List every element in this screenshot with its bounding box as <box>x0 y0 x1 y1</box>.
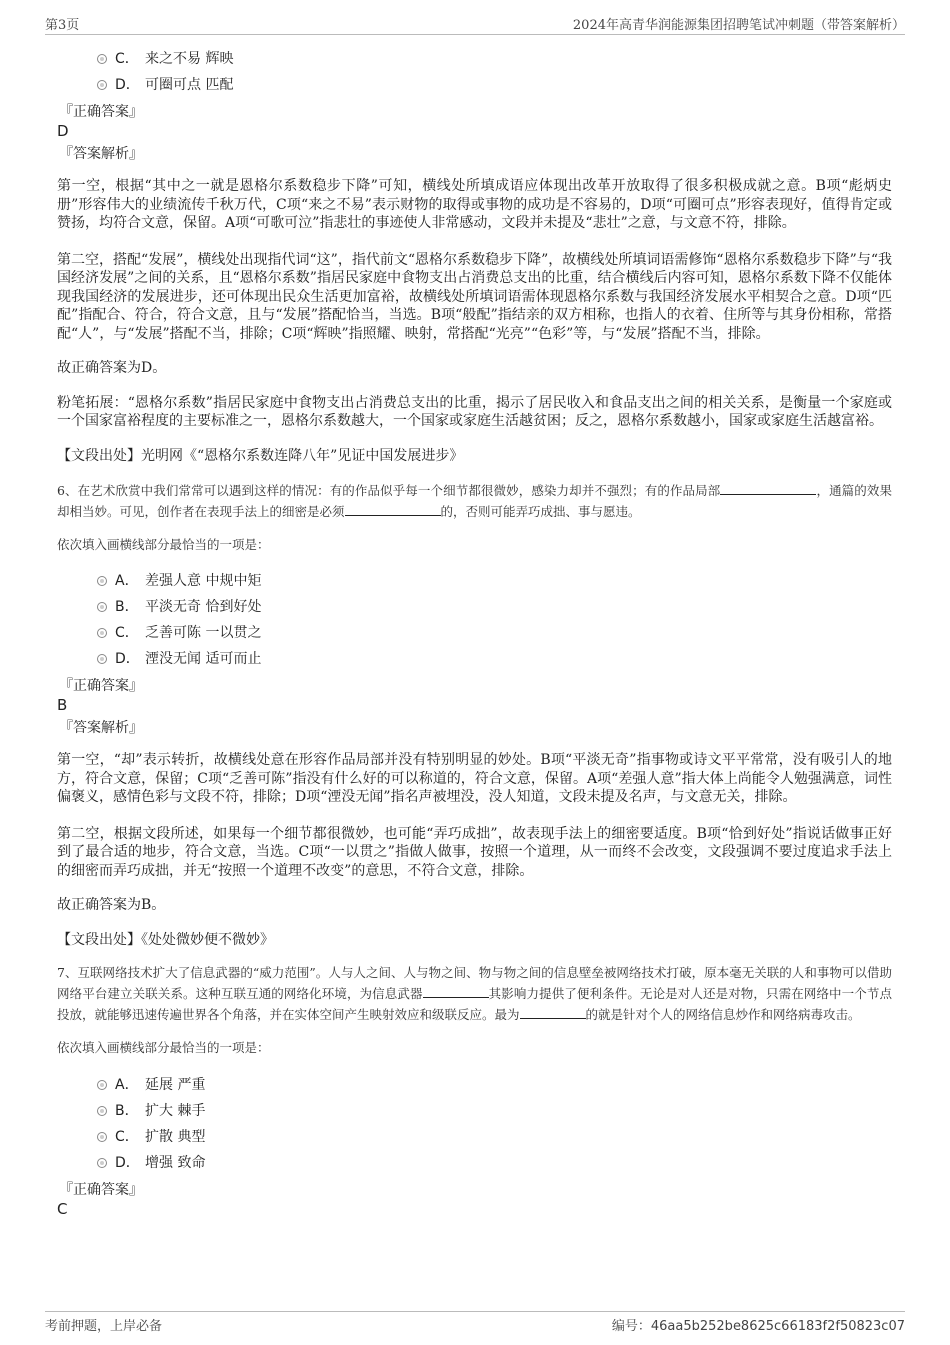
q7-prompt: 依次填入画横线部分最恰当的一项是： <box>57 1040 270 1055</box>
page-number: 第3页 <box>45 18 80 33</box>
q6-stem: 6、在艺术欣赏中我们常常可以遇到这样的情况：有的作品似乎每一个细节都很微妙，感染力却并不强烈；有的作品局部 ，通篇的效果却相当妙。可见，创作者在表现手法上的细密是必须 的，否则可能弄巧成拙、事与愿违。 <box>57 483 892 519</box>
radio-icon[interactable] <box>97 1106 107 1116</box>
radio-icon[interactable] <box>97 80 107 90</box>
q6-prompt: 依次填入画横线部分最恰当的一项是： <box>57 537 270 552</box>
radio-icon[interactable] <box>97 1132 107 1142</box>
q6-option-c[interactable]: C． 乏善可陈 一以贯之 <box>97 620 892 646</box>
document-code: 编号：46aa5b252be8625c66183f2f50823c07 <box>611 1319 905 1334</box>
q6-option-a[interactable]: A． 差强人意 中规中矩 <box>97 568 892 594</box>
q7-stem: 7、互联网络技术扩大了信息武器的“威力范围”。人与人之间、人与物之间、物与物之间的信息壁垒被网络技术打破，原本毫无关联的人和事物可以借助网络平台建立关联关系。这种互联互通的网络化环境，为信息武器 其影响力提供了便利条件。无论是对人还是对物，只需在网络中一个节点投放，就能够迅速传遍世界各个角落，并在实体空间产生映射效应和级联反应。最为 的就是针对个人的网络信息炒作和网络病毒攻击。 <box>57 965 892 1022</box>
q5-options <box>57 46 892 98</box>
q5-answer-label: 『正确答案』 <box>59 104 143 120</box>
radio-icon[interactable] <box>97 54 107 64</box>
q7-option-c[interactable]: C． 扩散 典型 <box>97 1124 892 1150</box>
q7-option-d[interactable]: D． 增强 致命 <box>97 1150 892 1176</box>
radio-icon[interactable] <box>97 1080 107 1090</box>
page-content <box>57 46 892 1218</box>
q5-option-c[interactable]: C． 来之不易 辉映 <box>97 46 892 72</box>
page-header <box>45 12 905 35</box>
blank-2 <box>345 503 441 516</box>
q6-answer-label: 『正确答案』 <box>59 678 143 694</box>
q6-analysis-label: 『答案解析』 <box>59 720 143 736</box>
q6-analysis-para-2: 第二空，根据文段所述，如果每一个细节都很微妙，也可能“弄巧成拙”，故表现手法上的细密要适度。B项“恰到好处”指说话做事正好到了最合适的地步，符合文意，当选。C项“一以贯之”指做人做事，按照一个道理，从一而终不会改变，文段强调不要过度追求手法上的细密而弄巧成拙，并无“按照一个道理不改变”的意思，不符合文意，排除。 <box>57 825 892 879</box>
q5-source: 【文段出处】光明网《“恩格尔系数连降八年”见证中国发展进步》 <box>57 447 464 464</box>
radio-icon[interactable] <box>97 628 107 638</box>
page-footer <box>45 1311 905 1336</box>
q6-analysis-para-1: 第一空，“却”表示转折，故横线处意在形容作品局部并没有特别明显的妙处。B项“平淡无奇”指事物或诗文平平常常，没有吸引人的地方，符合文意，保留；C项“乏善可陈”指没有什么好的可以称道的，符合文意，保留。A项“差强人意”指大体上尚能令人勉强满意，词性偏褒义，感情色彩与文段不符，排除；D项“湮没无闻”指名声被埋没，没人知道，文段未提及名声，与文意无关，排除。 <box>57 752 892 805</box>
radio-icon[interactable] <box>97 654 107 664</box>
blank-1 <box>423 985 489 998</box>
q6-option-b[interactable]: B． 平淡无奇 恰到好处 <box>97 594 892 620</box>
q7-option-b[interactable]: B． 扩大 棘手 <box>97 1098 892 1124</box>
radio-icon[interactable] <box>97 576 107 586</box>
q5-analysis-para-4: 粉笔拓展：“恩格尔系数”指居民家庭中食物支出占消费总支出的比重，揭示了居民收入和食品支出之间的相关关系，是衡量一个家庭或一个国家富裕程度的主要标准之一，恩格尔系数越大，一个国家或家庭生活越贫困；反之，恩格尔系数越小，国家或家庭生活越富裕。 <box>57 394 892 429</box>
q5-option-d[interactable]: D． 可圈可点 匹配 <box>97 72 892 98</box>
radio-icon[interactable] <box>97 602 107 612</box>
q5-analysis-label: 『答案解析』 <box>59 146 143 162</box>
radio-icon[interactable] <box>97 1158 107 1168</box>
q5-analysis-para-3: 故正确答案为D。 <box>57 360 167 376</box>
document-title: 2024年高青华润能源集团招聘笔试冲刺题（带答案解析） <box>572 18 905 33</box>
q6-options <box>57 568 892 672</box>
q5-analysis-para-1: 第一空，根据“其中之一就是恩格尔系数稳步下降”可知，横线处所填成语应体现出改革开放取得了很多积极成就之意。B项“彪炳史册”形容伟大的业绩流传千秋万代，C项“来之不易”表示财物的取得或事物的成功是不容易的，D项“可圈可点”形容表现好，值得肯定或赞扬，均符合文意，保留。A项“可歌可泣”指悲壮的事迹使人非常感动，文段并未提及“悲壮”之意，与文意不符，排除。 <box>57 178 892 231</box>
footer-slogan: 考前押题，上岸必备 <box>45 1319 163 1334</box>
q6-source: 【文段出处】《处处微妙便不微妙》 <box>57 931 274 948</box>
q5-analysis-para-2: 第二空，搭配“发展”，横线处出现指代词“这”，指代前文“恩格尔系数稳步下降”，故横线处所填词语需修饰“恩格尔系数稳步下降”与“我国经济发展”之间的关系，且“恩格尔系数”指居民家庭中食物支出占消费总支出的比重，结合横线后内容可知，恩格尔系数下降不仅能体现我国经济的发展进步，还可体现出民众生活更加富裕，故横线处所填词语需体现恩格尔系数与我国经济发展水平相契合之意。D项“匹配”指配合、符合，符合文意，且与“发展”搭配恰当，当选。B项“般配”指结亲的双方相称，也指人的衣着、住所等与其身份相称，常搭配“人”，与“发展”搭配不当，排除；C项“辉映”指照耀、映射，常搭配“光亮”“色彩”等，与“发展”搭配不当，排除。 <box>57 251 892 342</box>
q5-answer: D <box>57 122 69 140</box>
q7-options <box>57 1072 892 1176</box>
q6-answer: B <box>57 696 68 714</box>
q7-answer-label: 『正确答案』 <box>59 1182 143 1198</box>
q6-analysis-para-3: 故正确答案为B。 <box>57 897 166 913</box>
q7-option-a[interactable]: A． 延展 严重 <box>97 1072 892 1098</box>
blank-1 <box>720 482 816 495</box>
q7-answer: C <box>57 1200 68 1218</box>
q6-option-d[interactable]: D． 湮没无闻 适可而止 <box>97 646 892 672</box>
blank-2 <box>520 1006 586 1019</box>
